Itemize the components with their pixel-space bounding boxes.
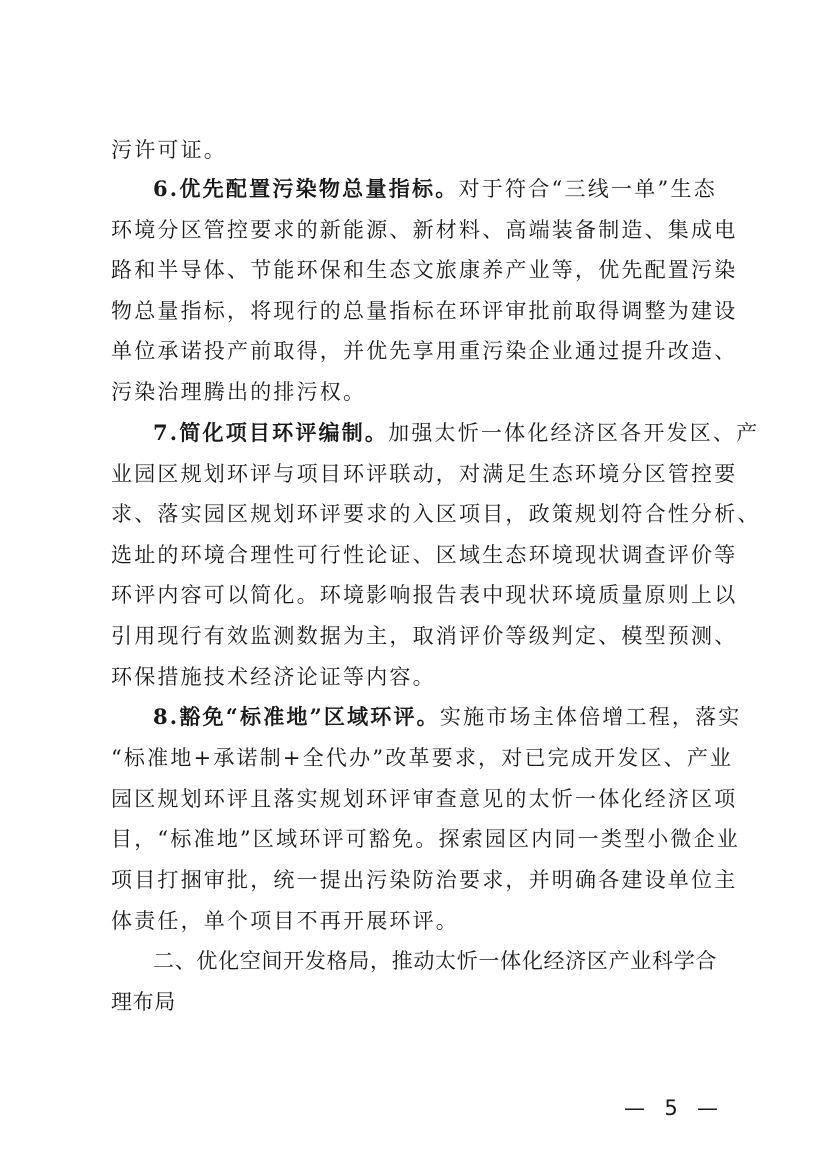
item-6-title: 6.优先配置污染物总量指标。 bbox=[153, 176, 459, 201]
paragraph-line bbox=[111, 499, 761, 529]
item-8-title: 8.豁免“标准地”区域环评。 bbox=[153, 704, 440, 729]
paragraph-line bbox=[111, 906, 717, 936]
line-text: “标准地+承诺制+全代办”改革要求，对已完成开发区、产业 bbox=[111, 746, 734, 770]
paragraph-line bbox=[111, 865, 738, 895]
paragraph-line bbox=[111, 743, 734, 773]
line-text: 业园区规划环评与项目环评联动，对满足生态环境分区管控要 bbox=[111, 462, 738, 486]
paragraph-line bbox=[111, 255, 738, 285]
line-text: 环保措施技术经济论证等内容。 bbox=[111, 665, 436, 689]
item-6-heading-line bbox=[153, 174, 717, 204]
item-8-heading-line bbox=[153, 702, 742, 732]
item-7-title: 7.简化项目环评编制。 bbox=[153, 420, 389, 445]
line-text: 目，“标准地”区域环评可豁免。探索园区内同一类型小微企业 bbox=[111, 827, 741, 851]
section-heading-text: 二、优化空间开发格局，推动太忻一体化经济区产业科学合 bbox=[153, 949, 717, 973]
line-text: 实施市场主体倍增工程，落实 bbox=[439, 705, 742, 729]
line-text: 物总量指标，将现行的总量指标在环评审批前取得调整为建设 bbox=[111, 299, 738, 323]
paragraph-line bbox=[111, 580, 738, 610]
paragraph-line bbox=[111, 784, 738, 814]
paragraph-line bbox=[111, 296, 738, 326]
line-text: 污染治理腾出的排污权。 bbox=[111, 380, 367, 404]
section-heading-continued bbox=[111, 987, 717, 1017]
line-text: 单位承诺投产前取得，并优先享用重污染企业通过提升改造、 bbox=[111, 339, 738, 363]
paragraph-line bbox=[111, 336, 738, 366]
line-text: 环评内容可以简化。环境影响报告表中现状环境质量原则上以 bbox=[111, 583, 738, 607]
line-text: 园区规划环评且落实规划环评审查意见的太忻一体化经济区项 bbox=[111, 787, 738, 811]
paragraph-line bbox=[111, 377, 717, 407]
paragraph-line bbox=[111, 621, 738, 651]
page-number-value: 5 bbox=[664, 1096, 678, 1120]
paragraph-line bbox=[111, 662, 717, 692]
line-text: 加强太忻一体化经济区各开发区、产 bbox=[388, 421, 760, 445]
line-text: 环境分区管控要求的新能源、新材料、高端装备制造、集成电 bbox=[111, 218, 738, 242]
line-text: 求、落实园区规划环评要求的入区项目，政策规划符合性分析、 bbox=[111, 502, 761, 526]
line-text: 选址的环境合理性可行性论证、区域生态环境现状调查评价等 bbox=[111, 543, 738, 567]
line-text: 项目打捆审批，统一提出污染防治要求，并明确各建设单位主 bbox=[111, 868, 738, 892]
paragraph-line bbox=[111, 215, 738, 245]
line-text: 引用现行有效监测数据为主，取消评价等级判定、模型预测、 bbox=[111, 624, 738, 648]
section-heading-text: 理布局 bbox=[111, 990, 176, 1014]
line-text: 污许可证。 bbox=[111, 138, 227, 162]
line-text: 对于符合“三线一单”生态 bbox=[458, 177, 717, 201]
page-number-dash-right: — bbox=[697, 1096, 718, 1120]
page-number-dash-left: — bbox=[624, 1096, 645, 1120]
page-number bbox=[624, 1094, 718, 1122]
paragraph-line bbox=[111, 135, 717, 165]
line-text: 体责任，单个项目不再开展环评。 bbox=[111, 909, 459, 933]
item-7-heading-line bbox=[153, 418, 760, 448]
line-text: 路和半导体、节能环保和生态文旅康养产业等，优先配置污染 bbox=[111, 258, 738, 282]
paragraph-line bbox=[111, 824, 741, 854]
paragraph-line bbox=[111, 459, 738, 489]
section-heading bbox=[153, 946, 717, 976]
paragraph-line bbox=[111, 540, 738, 570]
